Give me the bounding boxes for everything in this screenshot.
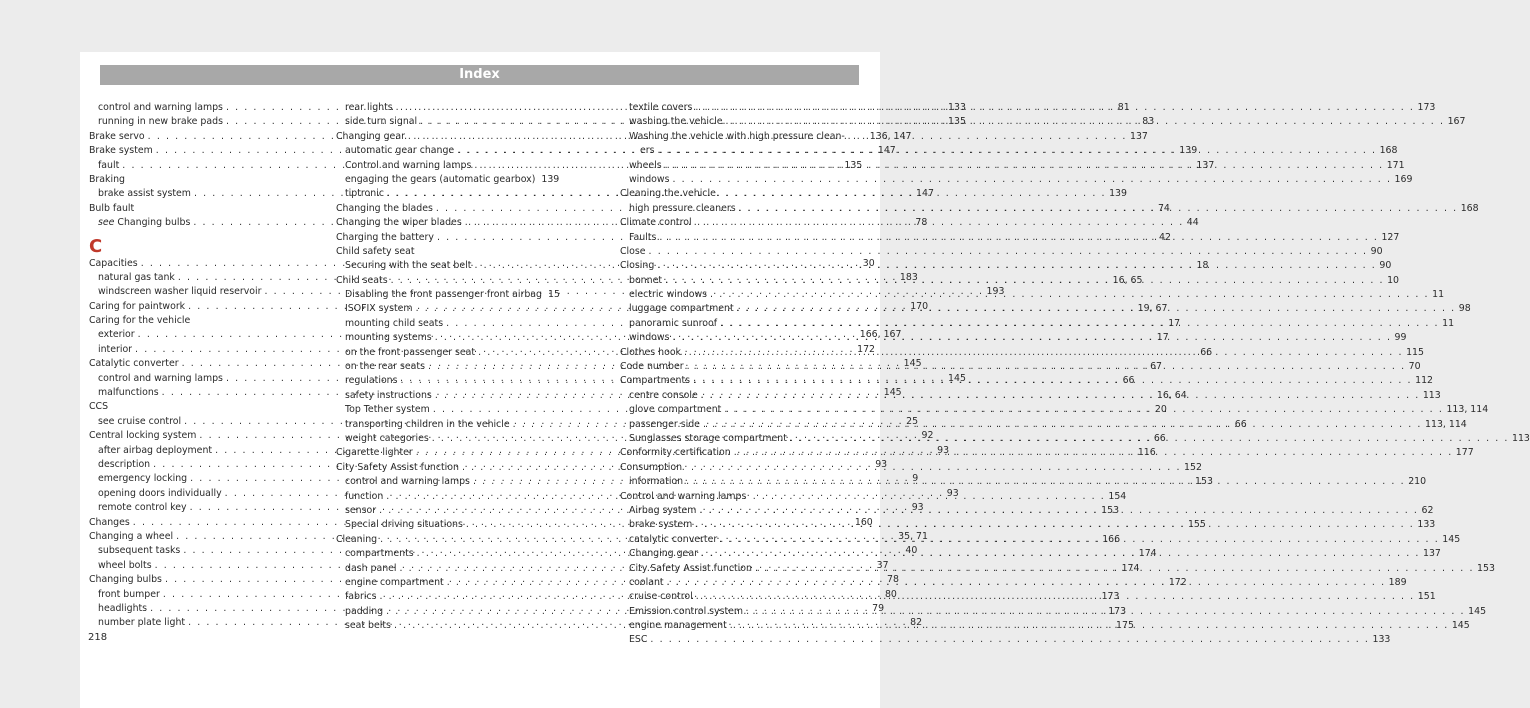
entry-term: after airbag deployment — [98, 444, 213, 456]
page-reference[interactable]: 166, 167 — [859, 329, 902, 341]
leader-dots — [665, 159, 1384, 173]
leader-dots — [650, 633, 1369, 647]
entry-term: Clothes hook — [620, 346, 681, 358]
page-reference[interactable]: 10 — [1387, 274, 1400, 286]
page-reference[interactable]: 37 — [876, 559, 889, 571]
page-reference[interactable]: 168 — [1460, 202, 1479, 214]
page-reference[interactable]: 17 — [1156, 332, 1169, 344]
entry-term: Bulb fault — [89, 202, 135, 214]
leader-dots — [737, 302, 1456, 316]
page-reference[interactable]: 16, 65 — [1112, 274, 1143, 286]
entry-term: bonnet — [629, 274, 663, 286]
page-reference[interactable]: 177 — [1455, 447, 1474, 459]
entry-term: Cleaning the vehicle — [620, 188, 716, 200]
page-reference[interactable]: 153 — [1195, 476, 1213, 488]
page-reference[interactable]: 168 — [1379, 145, 1398, 157]
entry-term: exterior — [98, 329, 135, 341]
page-reference[interactable]: 18 — [1196, 260, 1209, 272]
page-reference[interactable]: 99 — [1394, 332, 1407, 344]
entry-term: compartments — [345, 548, 414, 560]
page-reference[interactable]: 135 — [844, 159, 863, 171]
entry-term: Conformity certification — [620, 447, 731, 459]
page-reference[interactable]: 166 — [1102, 533, 1121, 545]
page-reference[interactable]: 136, 147 — [869, 130, 912, 142]
entry-term: windows — [629, 173, 670, 185]
entry-term: Control and warning lamps — [345, 159, 472, 171]
page-reference[interactable]: 66 — [1153, 432, 1166, 444]
page-reference[interactable]: 92 — [921, 430, 934, 442]
leader-dots — [687, 360, 1406, 374]
page-reference[interactable]: 113, 114 — [1425, 418, 1467, 430]
entry-term: Caring for paintwork — [89, 300, 186, 312]
entry-term: ers — [640, 145, 655, 157]
entry-term: electric windows — [629, 289, 708, 301]
leader-dots — [695, 518, 1414, 532]
page-reference[interactable]: 154 — [1108, 490, 1127, 502]
entry-term: windscreen washer liquid reservoir — [98, 286, 262, 298]
page-reference[interactable]: 210 — [1408, 476, 1427, 488]
index-subentry — [620, 130, 845, 144]
page-reference[interactable]: 170 — [910, 300, 929, 312]
entry-term: Brake system — [89, 145, 153, 157]
entry-term: emergency locking — [98, 473, 188, 485]
index-entry — [89, 314, 297, 328]
entry-term: passenger side — [629, 418, 700, 430]
entry-term: high pressure cleaners — [629, 202, 736, 214]
entry-term: engaging the gears (automatic gearbox) — [345, 173, 536, 185]
leader-dots — [686, 475, 1405, 489]
entry-term: regulations — [345, 375, 398, 387]
entry-term: engine compartment — [345, 576, 444, 588]
leader-dots — [755, 562, 1474, 576]
page-reference[interactable]: 17 — [1168, 317, 1181, 329]
entry-term: tiptronic — [345, 188, 384, 200]
index-entry — [336, 245, 544, 259]
page-reference[interactable]: 115 — [1406, 346, 1424, 358]
page-reference[interactable]: 98 — [1458, 303, 1471, 315]
leader-dots — [665, 274, 1384, 288]
entry-term: engine management — [629, 620, 727, 632]
entry-term: Emission control system — [629, 605, 744, 617]
page-reference[interactable]: 153 — [1477, 562, 1495, 574]
index-entry — [620, 187, 828, 201]
entry-term: Central locking system — [89, 430, 197, 442]
page-reference[interactable]: 151 — [1417, 591, 1436, 603]
page-reference[interactable]: 116 — [1137, 447, 1156, 459]
entry-term: Child seats — [336, 274, 388, 286]
entry-term: malfunctions — [98, 387, 159, 399]
entry-term: seat belts — [345, 620, 391, 632]
entry-term: Braking — [89, 173, 125, 185]
entry-term: Child safety seat — [336, 245, 415, 257]
entry-term: Top Tether system — [345, 404, 430, 416]
page-reference[interactable]: 173 — [1108, 605, 1127, 617]
entry-term: ESC — [629, 634, 648, 646]
entry-term: panoramic sunroof — [629, 317, 718, 329]
page-reference[interactable]: 145 — [1468, 605, 1487, 617]
entry-term: textile covers — [629, 102, 693, 113]
entry-term: front bumper — [98, 588, 160, 600]
page-reference[interactable]: 189 — [1388, 576, 1407, 588]
entry-term: Changing gear — [629, 548, 698, 560]
entry-term: City Safety Assist function — [629, 562, 752, 574]
index-entry — [89, 400, 297, 414]
page-reference[interactable]: 153 — [1101, 504, 1120, 516]
page-reference[interactable]: 167 — [1447, 116, 1466, 128]
entry-term: information — [629, 476, 684, 488]
leader-dots — [659, 231, 1378, 245]
page-reference[interactable]: 137 — [1196, 159, 1215, 171]
page-reference[interactable]: 171 — [1386, 159, 1405, 171]
entry-term: brake assist system — [98, 188, 191, 200]
page-reference[interactable]: 147 — [877, 145, 896, 157]
entry-term: Code number — [620, 361, 684, 373]
entry-term: remote control key — [98, 502, 187, 514]
page-reference[interactable]: 160 — [854, 516, 873, 528]
page-reference[interactable]: 93 — [911, 502, 924, 514]
index-section-letter: C — [89, 235, 103, 257]
page-reference[interactable]: 112 — [1415, 375, 1434, 387]
entry-term: catalytic converter — [629, 533, 718, 545]
entry-term: wheel bolts — [98, 559, 152, 571]
page-reference[interactable]: 183 — [899, 271, 918, 283]
entry-term: mounting systems — [345, 332, 432, 344]
page-reference[interactable]: 172 — [857, 343, 876, 355]
page-reference[interactable]: 74 — [1157, 202, 1170, 214]
entry-term: Brake servo — [89, 130, 145, 142]
entry-term: Special driving situations — [345, 519, 463, 531]
entry-term: see cruise control — [98, 415, 182, 427]
page-reference[interactable]: 174 — [1138, 548, 1157, 560]
page-reference[interactable]: 139 — [1179, 145, 1198, 157]
page-reference[interactable]: 9 — [912, 473, 919, 485]
entry-term: Washing the vehicle with high pressure clean- — [629, 130, 845, 142]
entry-term: wheels — [629, 159, 662, 171]
page-reference[interactable]: 93 — [937, 444, 950, 456]
page-reference[interactable]: 145 — [1442, 533, 1461, 545]
entry-term: Cigarette lighter — [336, 447, 413, 459]
entry-term: Capacities — [89, 257, 138, 269]
leader-dots — [693, 374, 1412, 388]
page-reference[interactable]: 93 — [946, 487, 959, 499]
page-reference[interactable]: 16, 64 — [1156, 389, 1187, 401]
leader-dots — [696, 590, 1415, 604]
index-entry — [620, 461, 828, 475]
entry-term: Compartments — [620, 375, 691, 387]
page-reference[interactable]: 172 — [1168, 576, 1187, 588]
page-reference[interactable]: 139 — [541, 173, 560, 185]
entry-term: City Safety Assist function — [336, 461, 459, 473]
entry-term: coolant — [629, 576, 664, 588]
index-subentry — [620, 633, 1391, 647]
page-reference[interactable]: 80 — [884, 588, 897, 600]
leader-dots — [701, 389, 1420, 403]
entry-term: Changing the wiper blades — [336, 217, 462, 229]
entry-term: interior — [98, 343, 133, 355]
page-reference[interactable]: 83 — [1142, 116, 1155, 128]
leader-dots — [739, 202, 1458, 216]
entry-term: sensor — [345, 504, 377, 516]
page-reference[interactable]: 19, 67 — [1137, 303, 1168, 315]
leader-dots — [649, 245, 1368, 259]
page-reference[interactable]: 113, 114 — [1446, 404, 1489, 416]
leader-dots — [703, 418, 1422, 432]
entry-term: running in new brake pads — [98, 116, 223, 128]
page-reference[interactable]: 145 — [903, 358, 922, 370]
leader-dots — [724, 403, 1443, 417]
page-reference[interactable]: 155 — [1187, 519, 1206, 531]
page-reference[interactable]: 147 — [916, 188, 934, 200]
page-reference[interactable]: 90 — [1379, 260, 1392, 272]
leader-dots — [672, 173, 1391, 187]
entry-term: control and warning lamps — [98, 102, 223, 113]
index-entry — [620, 490, 828, 504]
entry-term: luggage compartment — [629, 303, 734, 315]
entry-term: CCS — [89, 401, 109, 413]
entry-term: number plate light — [98, 617, 186, 629]
entry-term: on the front passenger seat — [345, 346, 476, 358]
entry-term: Airbag system — [629, 504, 697, 516]
entry-term: rear lights — [345, 102, 393, 113]
entry-term: Control and warning lamps — [620, 490, 747, 502]
page-reference[interactable]: 173 — [1417, 102, 1436, 113]
page-reference[interactable]: 66 — [1234, 418, 1247, 430]
page-reference[interactable]: 30 — [862, 257, 875, 269]
entry-term: Cleaning — [336, 533, 378, 545]
page-reference[interactable]: 145 — [948, 372, 966, 384]
leader-dots — [699, 504, 1418, 518]
entry-term: brake system — [629, 519, 693, 531]
page-reference[interactable]: 93 — [875, 458, 888, 470]
page-reference[interactable]: 15 — [548, 289, 560, 301]
entry-term: Changing the blades — [336, 202, 433, 214]
index-entry — [89, 173, 297, 187]
entry-term: Sunglasses storage compartment — [629, 432, 787, 444]
page-reference[interactable]: 66 — [1122, 375, 1135, 387]
page-reference[interactable]: 81 — [1117, 102, 1130, 113]
entry-term: fault — [98, 159, 120, 171]
entry-term: subsequent tasks — [98, 545, 181, 557]
page-reference[interactable]: 137 — [1423, 548, 1441, 560]
page-reference[interactable]: 62 — [1421, 504, 1434, 516]
index-entry — [89, 202, 297, 216]
page-reference[interactable]: 169 — [1394, 173, 1413, 185]
entry-term: control and warning lamps — [98, 372, 223, 384]
page-reference[interactable]: 25 — [906, 415, 919, 427]
page-reference[interactable]: 79 — [872, 602, 885, 614]
entry-term: centre console — [629, 389, 698, 401]
page-reference[interactable]: 42 — [1159, 231, 1171, 243]
entry-term: Changing a wheel — [89, 530, 174, 542]
entry-term: washing the vehicle — [629, 116, 723, 128]
leader-dots — [720, 533, 1439, 547]
index-entry — [620, 245, 1383, 259]
entry-term: dash panel — [345, 562, 397, 574]
page-reference[interactable]: 90 — [1370, 245, 1383, 257]
leader-dots — [725, 115, 1444, 129]
page-reference[interactable]: 44 — [1186, 217, 1199, 229]
leader-dots — [710, 288, 1429, 302]
page-reference[interactable]: 40 — [905, 545, 918, 557]
entry-term: natural gas tank — [98, 271, 175, 283]
leader-dots — [720, 317, 1439, 331]
entry-term: glove compartment — [629, 404, 722, 416]
leader-dots — [730, 619, 1449, 633]
index-subentry — [336, 288, 560, 302]
entry-term: Close — [620, 245, 646, 257]
leader-dots — [695, 101, 1414, 115]
index-subentry — [336, 173, 560, 187]
page-reference[interactable]: 152 — [1184, 461, 1202, 473]
entry-term: side turn signal — [345, 116, 418, 128]
page-reference[interactable]: 173 — [1101, 591, 1120, 603]
page-reference[interactable]: 78 — [887, 574, 899, 586]
leader-dots — [790, 432, 1509, 446]
entry-term: Consumption — [620, 461, 683, 473]
page-reference[interactable]: 66 — [1200, 346, 1213, 358]
see-reference: see — [98, 217, 115, 229]
page-reference[interactable]: 11 — [1442, 317, 1455, 329]
entry-term: Closing — [620, 260, 655, 272]
page-reference[interactable]: 135 — [948, 116, 966, 128]
entry-term: cruise control — [629, 591, 693, 603]
page-reference[interactable]: 133 — [1417, 519, 1436, 531]
entry-term: mounting child seats — [345, 317, 444, 329]
page-reference[interactable]: 78 — [915, 217, 928, 229]
page-reference[interactable]: 137 — [1130, 130, 1148, 142]
page-reference[interactable]: 174 — [1121, 562, 1140, 574]
page-reference[interactable]: 193 — [986, 286, 1005, 298]
page-reference[interactable]: 11 — [1432, 289, 1445, 301]
entry-term: Changes — [89, 516, 130, 528]
entry-term: Catalytic converter — [89, 358, 179, 370]
entry-term: weight categories — [345, 432, 429, 444]
entry-term: Changing bulbs — [89, 574, 162, 586]
leader-dots — [657, 259, 1376, 273]
page-reference[interactable]: 113 — [1511, 432, 1530, 444]
entry-term: control and warning lamps — [345, 476, 470, 488]
entry-term: Caring for the vehicle — [89, 315, 191, 327]
entry-term: transporting children in the vehicle — [345, 418, 510, 430]
index-subentry — [620, 173, 1413, 187]
page-reference[interactable]: 133 — [1372, 634, 1391, 646]
entry-term: headlights — [98, 602, 148, 614]
page-reference[interactable]: 20 — [1154, 404, 1167, 416]
entry-term: on the rear seats — [345, 361, 425, 373]
entry-term: function — [345, 490, 384, 502]
page-reference[interactable]: 145 — [883, 387, 902, 399]
leader-dots — [701, 547, 1420, 561]
entry-term: ISOFIX system — [345, 303, 413, 315]
entry-term: windows — [629, 332, 670, 344]
leader-dots — [672, 331, 1391, 345]
page-reference[interactable]: 35, 71 — [898, 530, 928, 542]
page-reference[interactable]: 175 — [1116, 620, 1134, 632]
entry-term: opening doors individually — [98, 487, 222, 499]
page-reference[interactable]: 133 — [948, 102, 966, 113]
page-reference[interactable]: 70 — [1408, 361, 1421, 373]
entry-term: padding — [345, 605, 384, 617]
page-number: 218 — [88, 632, 108, 643]
entry-term: fabrics — [345, 591, 377, 603]
entry-term: safety instructions — [345, 389, 432, 401]
page-reference[interactable]: 67 — [1150, 361, 1162, 373]
entry-term: Changing gear — [336, 130, 405, 142]
leader-dots — [684, 346, 1403, 360]
entry-term — [98, 216, 193, 230]
page-reference[interactable]: 145 — [1451, 620, 1470, 632]
page-reference[interactable]: 127 — [1381, 231, 1400, 243]
leader-dots — [746, 605, 1465, 619]
page-reference[interactable]: 82 — [910, 617, 923, 629]
entry-term: automatic gear change — [345, 145, 455, 157]
leader-dots — [734, 446, 1453, 460]
page-reference[interactable]: 113 — [1422, 389, 1441, 401]
index-entry — [620, 216, 828, 230]
entry-term: Climate control — [620, 217, 692, 229]
entry-term: Charging the battery — [336, 231, 434, 243]
entry-term: Faults — [629, 231, 657, 243]
index-header: Index — [100, 65, 859, 85]
leader-dots — [667, 576, 1386, 590]
page-reference[interactable]: 139 — [1109, 188, 1127, 200]
leader-dots — [658, 144, 1377, 158]
entry-term: description — [98, 458, 151, 470]
entry-term: Securing with the seat belt — [345, 260, 472, 272]
entry-term-text: Changing bulbs — [114, 217, 191, 229]
entry-term: Disabling the front passenger front airbag — [345, 289, 542, 301]
